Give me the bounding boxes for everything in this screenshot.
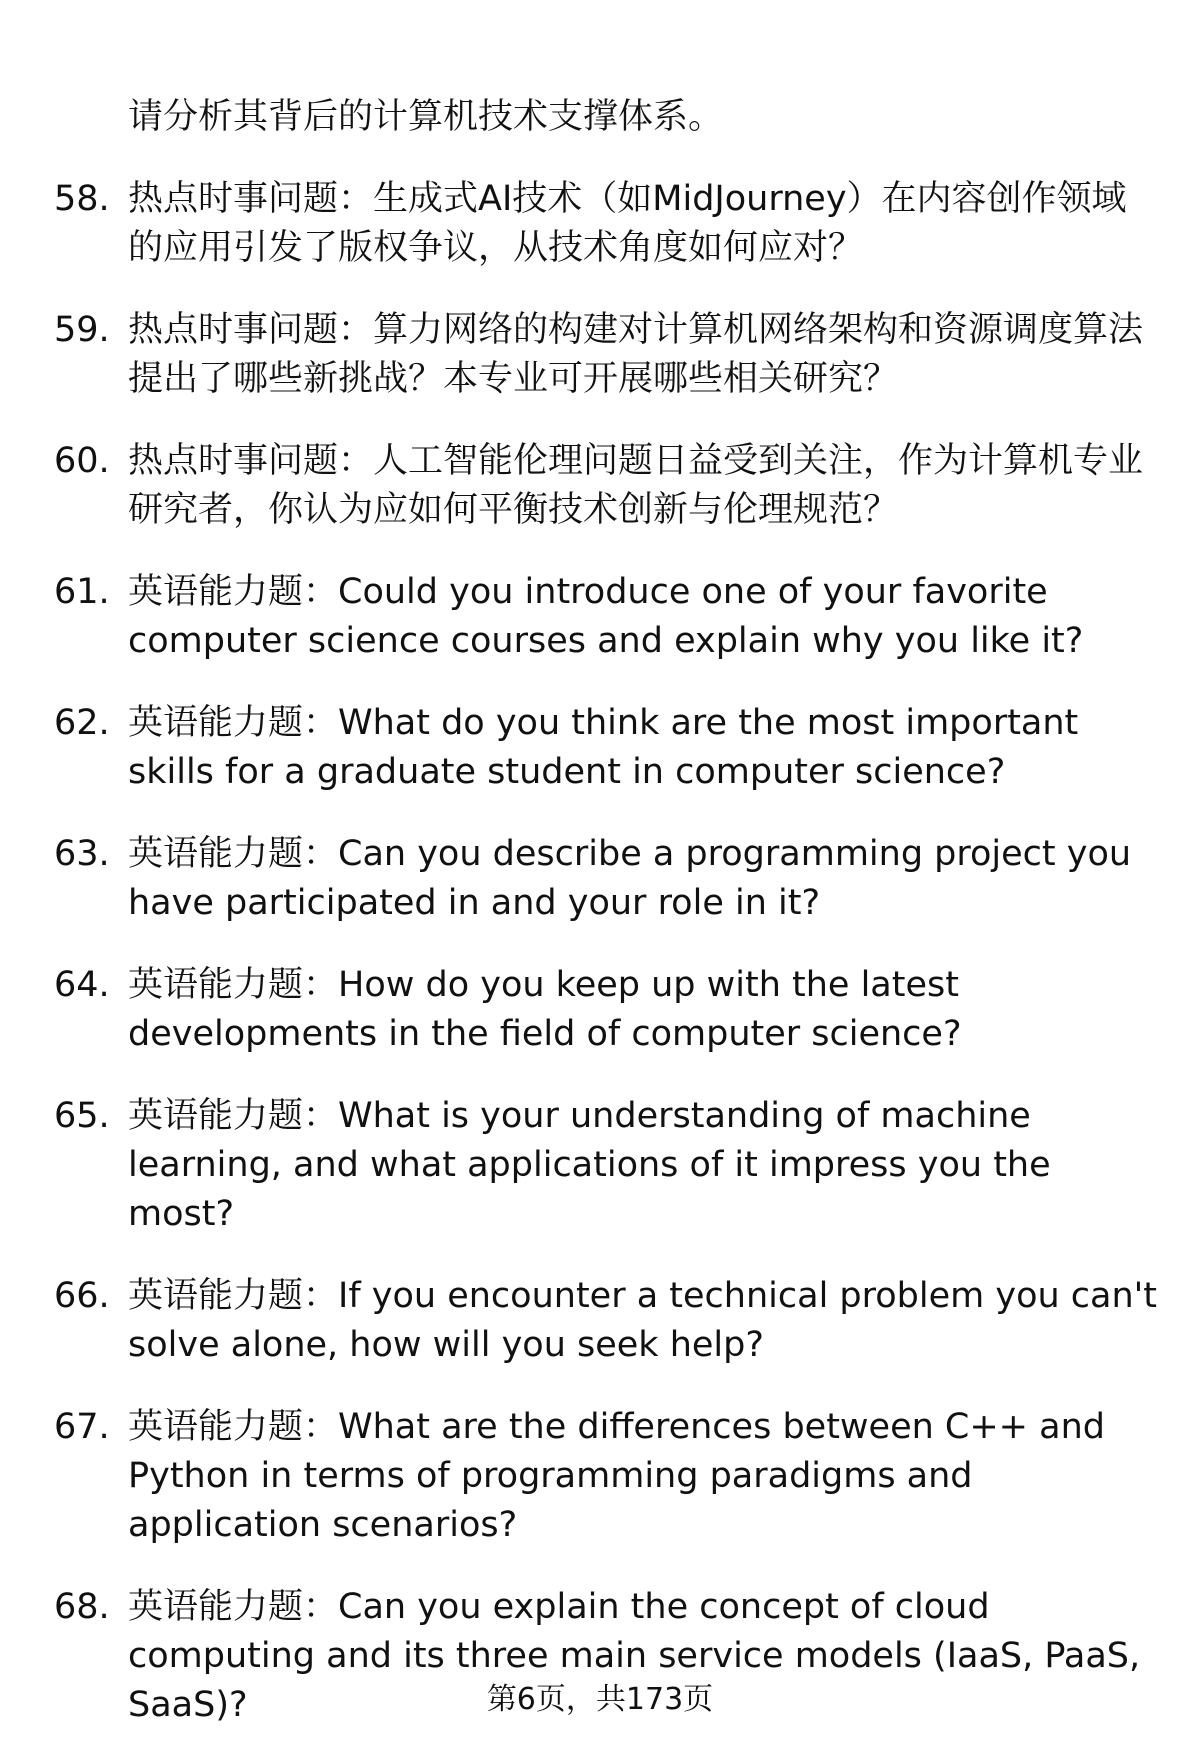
question-text: 英语能力题：What is your understanding of machine learning, and what applications of it impress you the most?	[128, 1096, 1051, 1234]
question-text: 热点时事问题：生成式AI技术（如MidJourney）在内容创作领域的应用引发了版权争议，从技术角度如何应对？	[128, 179, 1127, 268]
question-number: 68.	[54, 1587, 110, 1627]
question-item-64	[54, 961, 1160, 1059]
question-text: 英语能力题：Can you explain the concept of cloud computing and its three main service models (IaaS, PaaS, SaaS)?	[128, 1587, 1141, 1725]
continuation-text: 请分析其背后的计算机技术支撑体系。	[128, 97, 724, 137]
question-item-61	[54, 568, 1160, 666]
question-number: 65.	[54, 1096, 110, 1136]
question-number: 67.	[54, 1407, 110, 1447]
question-text: 英语能力题：How do you keep up with the latest developments in the field of computer science?	[128, 965, 962, 1054]
page-footer	[0, 1680, 1200, 1720]
question-item-58	[54, 175, 1160, 273]
page-number-label: 第6页，共173页	[486, 1682, 714, 1717]
question-number: 59.	[54, 310, 110, 350]
question-number: 58.	[54, 179, 110, 219]
question-text: 英语能力题：Could you introduce one of your favorite computer science courses and explain why you like it?	[128, 572, 1084, 661]
question-text: 英语能力题：What do you think are the most important skills for a graduate student in computer science?	[128, 703, 1079, 792]
question-text: 热点时事问题：算力网络的构建对计算机网络架构和资源调度算法提出了哪些新挑战？本专业可开展哪些相关研究？	[128, 310, 1144, 399]
question-text: 热点时事问题：人工智能伦理问题日益受到关注，作为计算机专业研究者，你认为应如何平衡技术创新与伦理规范？	[128, 441, 1144, 530]
question-text: 英语能力题：If you encounter a technical problem you can't solve alone, how will you seek help?	[128, 1276, 1158, 1365]
question-number: 62.	[54, 703, 110, 743]
question-item-62	[54, 699, 1160, 797]
question-number: 64.	[54, 965, 110, 1005]
question-list	[54, 175, 1160, 1730]
question-text: 英语能力题：Can you describe a programming project you have participated in and your role in it?	[128, 834, 1132, 923]
question-number: 60.	[54, 441, 110, 481]
question-number: 61.	[54, 572, 110, 612]
question-item-67	[54, 1403, 1160, 1550]
question-item-66	[54, 1272, 1160, 1370]
question-item-65	[54, 1092, 1160, 1239]
question-item-60	[54, 437, 1160, 535]
question-number: 66.	[54, 1276, 110, 1316]
question-item-63	[54, 830, 1160, 928]
question-number: 63.	[54, 834, 110, 874]
question-text: 英语能力题：What are the differences between C++ and Python in terms of programming paradigms and application scenarios?	[128, 1407, 1105, 1545]
question-item-59	[54, 306, 1160, 404]
